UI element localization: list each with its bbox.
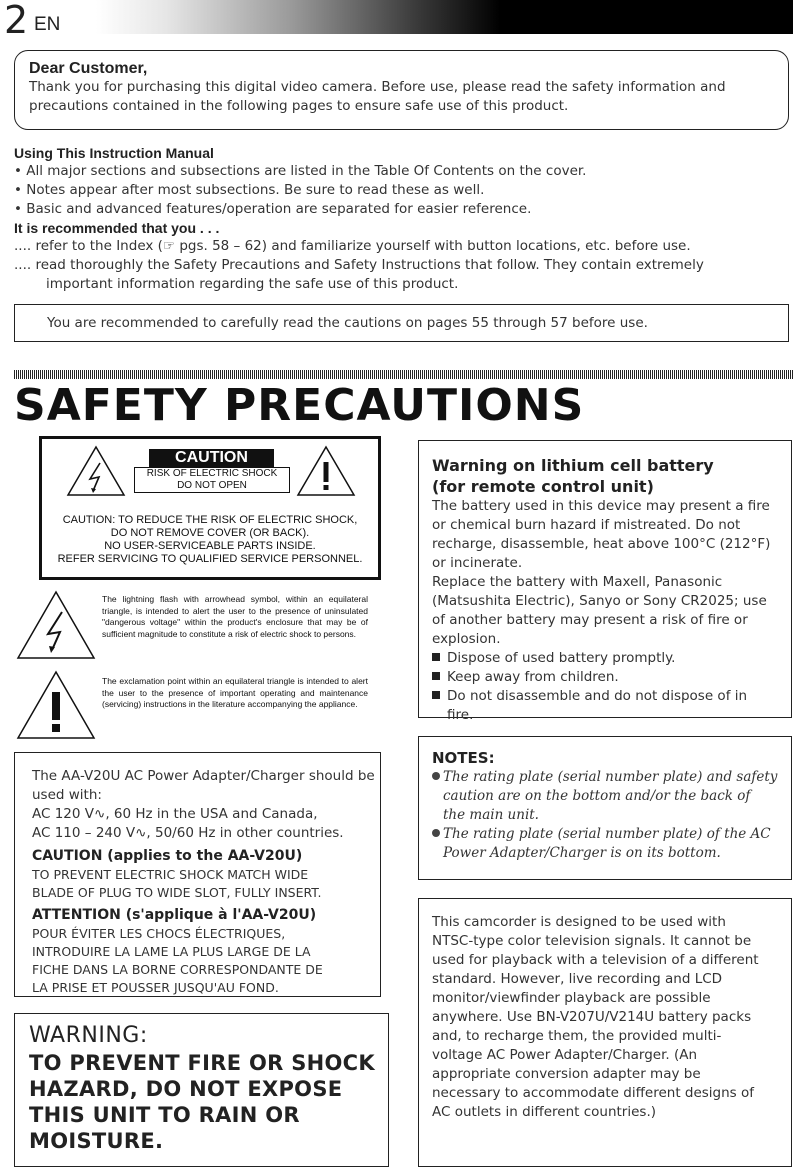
caution-sub-line: DO NOT OPEN (177, 480, 247, 491)
caution-line: DO NOT REMOVE COVER (OR BACK). (110, 527, 310, 539)
lithium-warning-box (418, 440, 792, 723)
dear-customer-line: Thank you for purchasing this digital video camera. Before use, please read the safety information and (29, 79, 726, 95)
caution-panel (39, 436, 381, 580)
note-text: The rating plate (serial number plate) of the AC (443, 826, 771, 842)
adapter-attention-heading: ATTENTION (s'applique à l'AA-V20U) (32, 907, 317, 923)
square-bullet-icon (432, 672, 440, 680)
caution-line: NO USER-SERVICEABLE PARTS INSIDE. (104, 540, 316, 552)
adapter-attention-line: LA PRISE ET POUSSER JUSQU'AU FOND. (32, 980, 279, 995)
adapter-box (14, 752, 381, 997)
ntsc-line: monitor/viewfinder playback are possible (432, 990, 711, 1006)
adapter-line: The AA-V20U AC Power Adapter/Charger should be (32, 768, 375, 784)
ntsc-line: appropriate conversion adapter may be (432, 1066, 701, 1082)
lightning-triangle-icon (66, 445, 126, 497)
lithium-bullet (432, 687, 791, 706)
notes-title: NOTES: (432, 749, 495, 767)
recommended-line: important information regarding the safe use of this product. (46, 276, 459, 292)
ntsc-line: AC outlets in different countries.) (432, 1104, 657, 1120)
adapter-attention-line: FICHE DANS LA BORNE CORRESPONDANTE DE (32, 962, 323, 977)
lithium-line: or chemical burn hazard if mistreated. Do not (432, 517, 741, 533)
adapter-attention-line: POUR ÉVITER LES CHOCS ÉLECTRIQUES, (32, 926, 286, 941)
recommended-line: .... read thoroughly the Safety Precautions and Safety Instructions that follow. They contain extremely (14, 257, 704, 273)
dear-customer-title: Dear Customer, (29, 60, 148, 77)
warning-line: TO PREVENT FIRE OR SHOCK (29, 1051, 375, 1075)
language-label: EN (34, 14, 61, 35)
bullet-icon (432, 829, 440, 837)
lithium-line: (Matsushita Electric), Sanyo or Sony CR2025; use (432, 593, 767, 609)
adapter-line: AC 110 – 240 V∿, 50/60 Hz in other countries. (32, 825, 344, 841)
ntsc-line: This camcorder is designed to be used with (432, 914, 726, 930)
lithium-line: Replace the battery with Maxell, Panasonic (432, 574, 723, 590)
header-bar (96, 0, 793, 34)
warning-line: THIS UNIT TO RAIN OR (29, 1103, 300, 1127)
lithium-title: Warning on lithium cell battery (432, 456, 714, 475)
exclamation-symbol-icon (16, 670, 96, 740)
lithium-bullet-text: Dispose of used battery promptly. (447, 650, 676, 666)
safety-precautions-title: SAFETY PRECAUTIONS (14, 380, 585, 431)
page-number: 2 (4, 0, 29, 42)
title-stripe (14, 370, 793, 379)
lithium-subtitle: (for remote control unit) (432, 477, 654, 496)
recommend-box (14, 304, 789, 342)
note-line (432, 768, 791, 787)
caution-sub-line: RISK OF ELECTRIC SHOCK (146, 468, 278, 479)
warning-box (14, 1013, 389, 1167)
adapter-line: AC 120 V∿, 60 Hz in the USA and Canada, (32, 806, 318, 822)
note-line: Power Adapter/Charger is on its bottom. (443, 845, 721, 861)
adapter-attention-line: INTRODUIRE LA LAME LA PLUS LARGE DE LA (32, 944, 311, 959)
lithium-line: or incinerate. (432, 555, 523, 571)
lithium-line: recharge, disassemble, heat above 100°C (212°F) (432, 536, 771, 552)
lightning-explanation: The lightning flash with arrowhead symbol, within an equilateral triangle, is intended to alert the user to the presence of uninsulated "dangerous voltage" within the product's enclosure that may be of sufficient magnitude to constitute a risk of electric shock to persons. (102, 594, 368, 639)
caution-text (42, 514, 378, 566)
square-bullet-icon (432, 653, 440, 661)
manual-line: • Basic and advanced features/operation are separated for easier reference. (14, 201, 532, 217)
ntsc-line: necessary to accommodate different designs of (432, 1085, 755, 1101)
lithium-bullet-text: Keep away from children. (447, 669, 619, 685)
notes-box (418, 736, 792, 880)
recommend-text: You are recommended to carefully read the cautions on pages 55 through 57 before use. (47, 315, 648, 331)
lithium-line: of another battery may present a risk of fire or (432, 612, 748, 628)
adapter-caution-line: TO PREVENT ELECTRIC SHOCK MATCH WIDE (32, 867, 309, 882)
dear-customer-line: precautions contained in the following pages to ensure safe use of this product. (29, 98, 569, 114)
caution-line: CAUTION: TO REDUCE THE RISK OF ELECTRIC SHOCK, (62, 514, 358, 526)
adapter-caution-line: BLADE OF PLUG TO WIDE SLOT, FULLY INSERT. (32, 885, 322, 900)
note-line: caution are on the bottom and/or the back of (443, 788, 751, 804)
caution-line: REFER SERVICING TO QUALIFIED SERVICE PERSONNEL. (57, 553, 363, 565)
adapter-caution-heading: CAUTION (applies to the AA-V20U) (32, 848, 303, 864)
lithium-line: The battery used in this device may present a fire (432, 498, 770, 514)
adapter-line: used with: (32, 787, 102, 803)
lithium-bullet (432, 649, 791, 668)
caution-label: CAUTION (149, 449, 274, 467)
manual-heading: Using This Instruction Manual (14, 145, 214, 161)
lithium-line: explosion. (432, 631, 501, 647)
ntsc-line: standard. However, live recording and LCD (432, 971, 723, 987)
ntsc-line: NTSC-type color television signals. It cannot be (432, 933, 752, 949)
lithium-bullet-text: Do not disassemble and do not dispose of in (447, 688, 748, 704)
bullet-icon (432, 772, 440, 780)
exclamation-explanation: The exclamation point within an equilateral triangle is intended to alert the user to the presence of important operating and maintenance (servicing) instructions in the literature accompanying the appliance. (102, 676, 368, 709)
ntsc-line: voltage AC Power Adapter/Charger. (An (432, 1047, 698, 1063)
note-line: the main unit. (443, 807, 539, 823)
lightning-symbol-icon (16, 590, 96, 660)
manual-section (14, 144, 704, 294)
caution-sub-label (134, 467, 290, 493)
recommended-line: .... refer to the Index (☞ pgs. 58 – 62) and familiarize yourself with button locations, etc. before use. (14, 238, 691, 254)
manual-line: • All major sections and subsections are listed in the Table Of Contents on the cover. (14, 163, 587, 179)
note-line (432, 825, 791, 844)
recommended-heading: It is recommended that you . . . (14, 220, 220, 236)
ntsc-info-box (418, 898, 792, 1167)
lithium-bullet-cont: fire. (447, 707, 474, 723)
manual-line: • Notes appear after most subsections. Be sure to read these as well. (14, 182, 485, 198)
dear-customer-box (14, 50, 789, 130)
warning-line: MOISTURE. (29, 1129, 164, 1153)
ntsc-line: anywhere. Use BN-V207U/V214U battery packs (432, 1009, 752, 1025)
exclamation-triangle-icon (296, 445, 356, 497)
lithium-bullet (432, 668, 791, 687)
warning-heading: WARNING: (29, 1023, 148, 1048)
ntsc-line: used for playback with a television of a different (432, 952, 759, 968)
warning-line: HAZARD, DO NOT EXPOSE (29, 1077, 343, 1101)
note-text: The rating plate (serial number plate) and safety (443, 769, 778, 785)
square-bullet-icon (432, 691, 440, 699)
ntsc-line: and, to recharge them, the provided multi- (432, 1028, 722, 1044)
